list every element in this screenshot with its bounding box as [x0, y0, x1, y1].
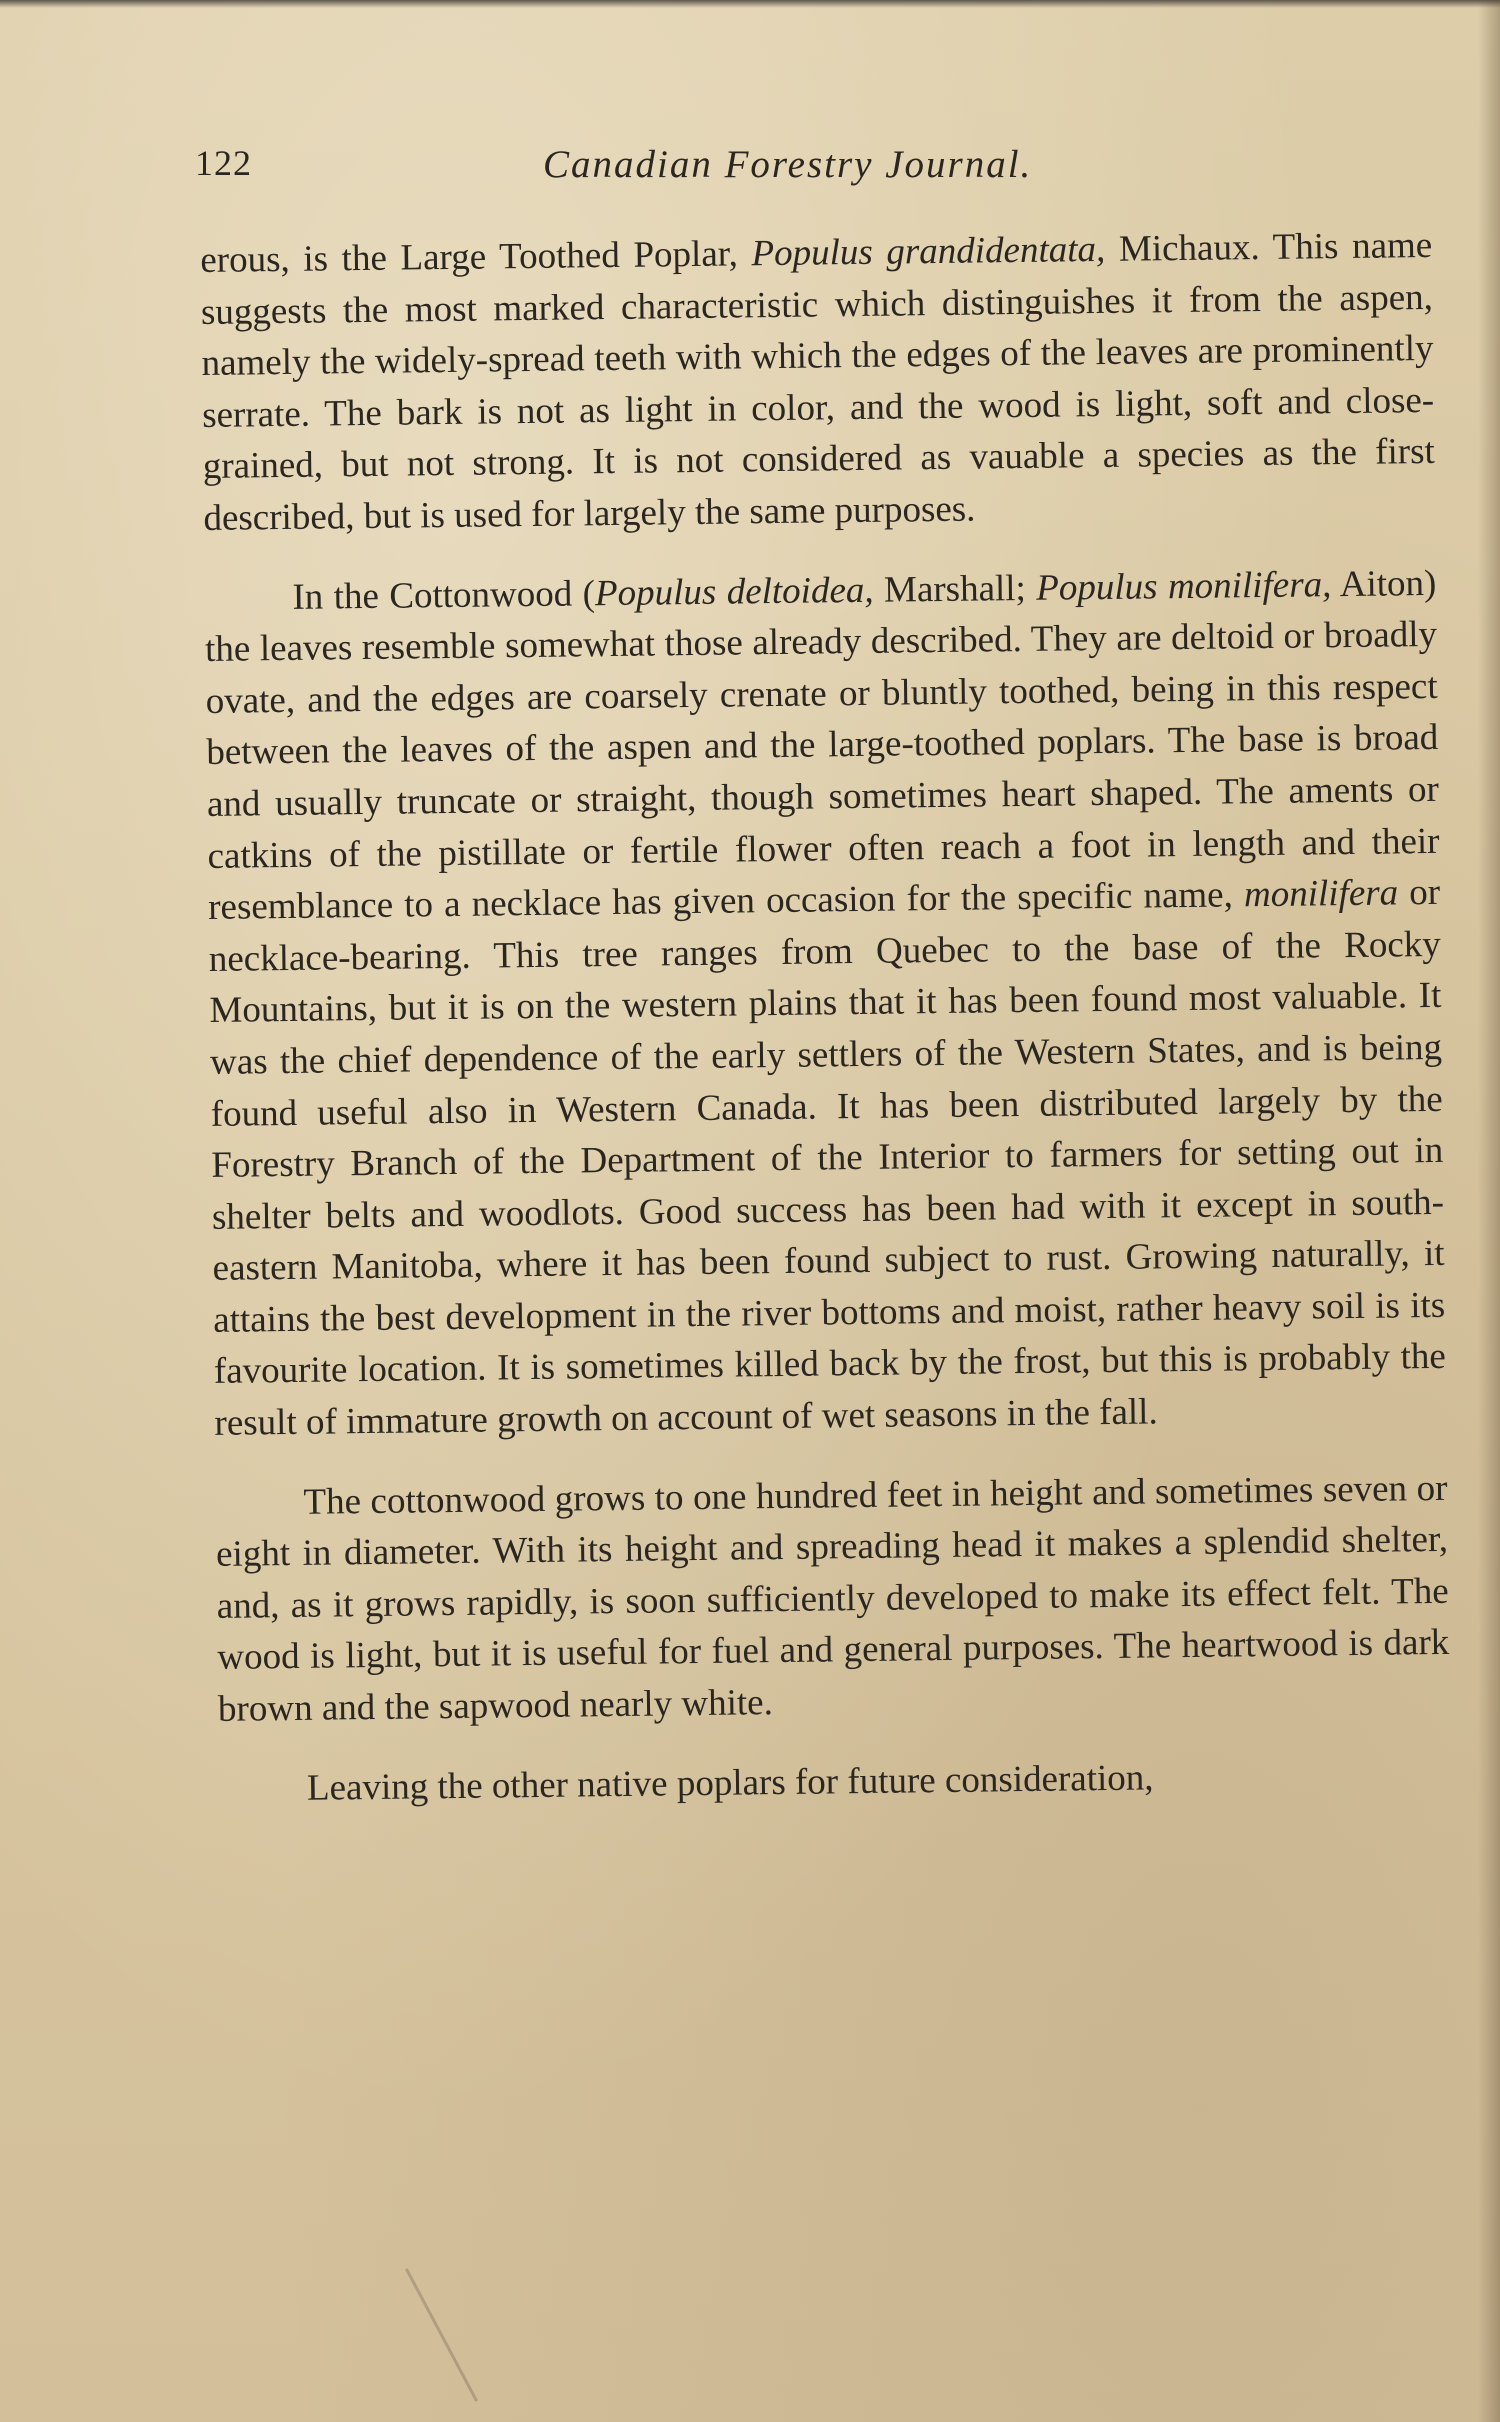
- paragraph-1: [200, 220, 1436, 545]
- page-header: [195, 142, 1435, 202]
- page-number: 122: [195, 143, 252, 183]
- paragraph-3: [215, 1463, 1450, 1736]
- paragraph-2: [204, 557, 1447, 1449]
- text-segment: Leaving the other native poplars for future consideration,: [306, 1757, 1154, 1809]
- text-segment-italic: monilifera: [1243, 872, 1399, 916]
- text-segment: Marshall;: [873, 567, 1037, 611]
- text-segment-italic: Populus grandidentata,: [751, 228, 1106, 275]
- page-top-edge: [0, 0, 1500, 8]
- running-title: Canadian Forestry Journal.: [543, 143, 1033, 186]
- page-right-edge-shadow: [1478, 0, 1500, 2422]
- paper-smudge-mark: [405, 2268, 478, 2402]
- text-segment: erous, is the Large Toothed Poplar,: [200, 233, 752, 281]
- text-segment: The cottonwood grows to one hundred feet in height and sometimes seven or eight in diameter. With its height and spreading head it makes a splendid shelter, and, as it grows rapidly, is soon sufficiently developed to make its effect felt. The wood is light, but it is useful for fuel and general purposes. The heartwood is dark brown and the sapwood nearly white.: [215, 1467, 1450, 1730]
- body-text: [200, 220, 1451, 1815]
- text-segment-italic: Populus deltoidea,: [594, 569, 874, 614]
- text-segment-italic: Populus monilifera,: [1035, 563, 1332, 609]
- text-segment: or necklace-bearing. This tree ranges from Quebec to the base of the Rocky Mountains, but it is on the western plains that it has been found most valuable. It was the chief dependence of the early settlers of the Western States, and is being found useful also in Western Canada. It has been distributed largely by the Forestry Branch of the Department of the Interior to farmers for setting out in shelter belts and woodlots. Good success has been had with it except in south-eastern Manitoba, where it has been found subject to rust. Growing naturally, it attains the best development in the river bottoms and moist, rather heavy soil is its favourite location. It is sometimes killed back by the frost, but this is probably the result of immature growth on account of wet seasons in the fall.: [208, 872, 1447, 1444]
- text-segment: Aiton) the leaves resemble somewhat those already described. They are deltoid or broadly ovate, and the edges are coarsely crenate or bluntly toothed, being in this respect between the leaves of the aspen and the large-toothed poplars. The base is broad and usually truncate or straight, though sometimes heart shaped. The aments or catkins of the pistillate or fertile flower often reach a foot in length and their resemblance to a necklace has given occasion for the specific name,: [204, 562, 1440, 929]
- text-segment: In the Cottonwood (: [292, 572, 596, 618]
- paragraph-4: [219, 1748, 1452, 1815]
- text-segment: Michaux. This name suggests the most marked characteristic which distinguishes it from the aspen, namely the widely-spread teeth with which the edges of the leaves are prominently serrate. The bark is not as light in color, and the wood is light, soft and close-grained, but not strong. It is not considered as vauable a species as the first described, but is used for largely the same purposes.: [200, 224, 1435, 539]
